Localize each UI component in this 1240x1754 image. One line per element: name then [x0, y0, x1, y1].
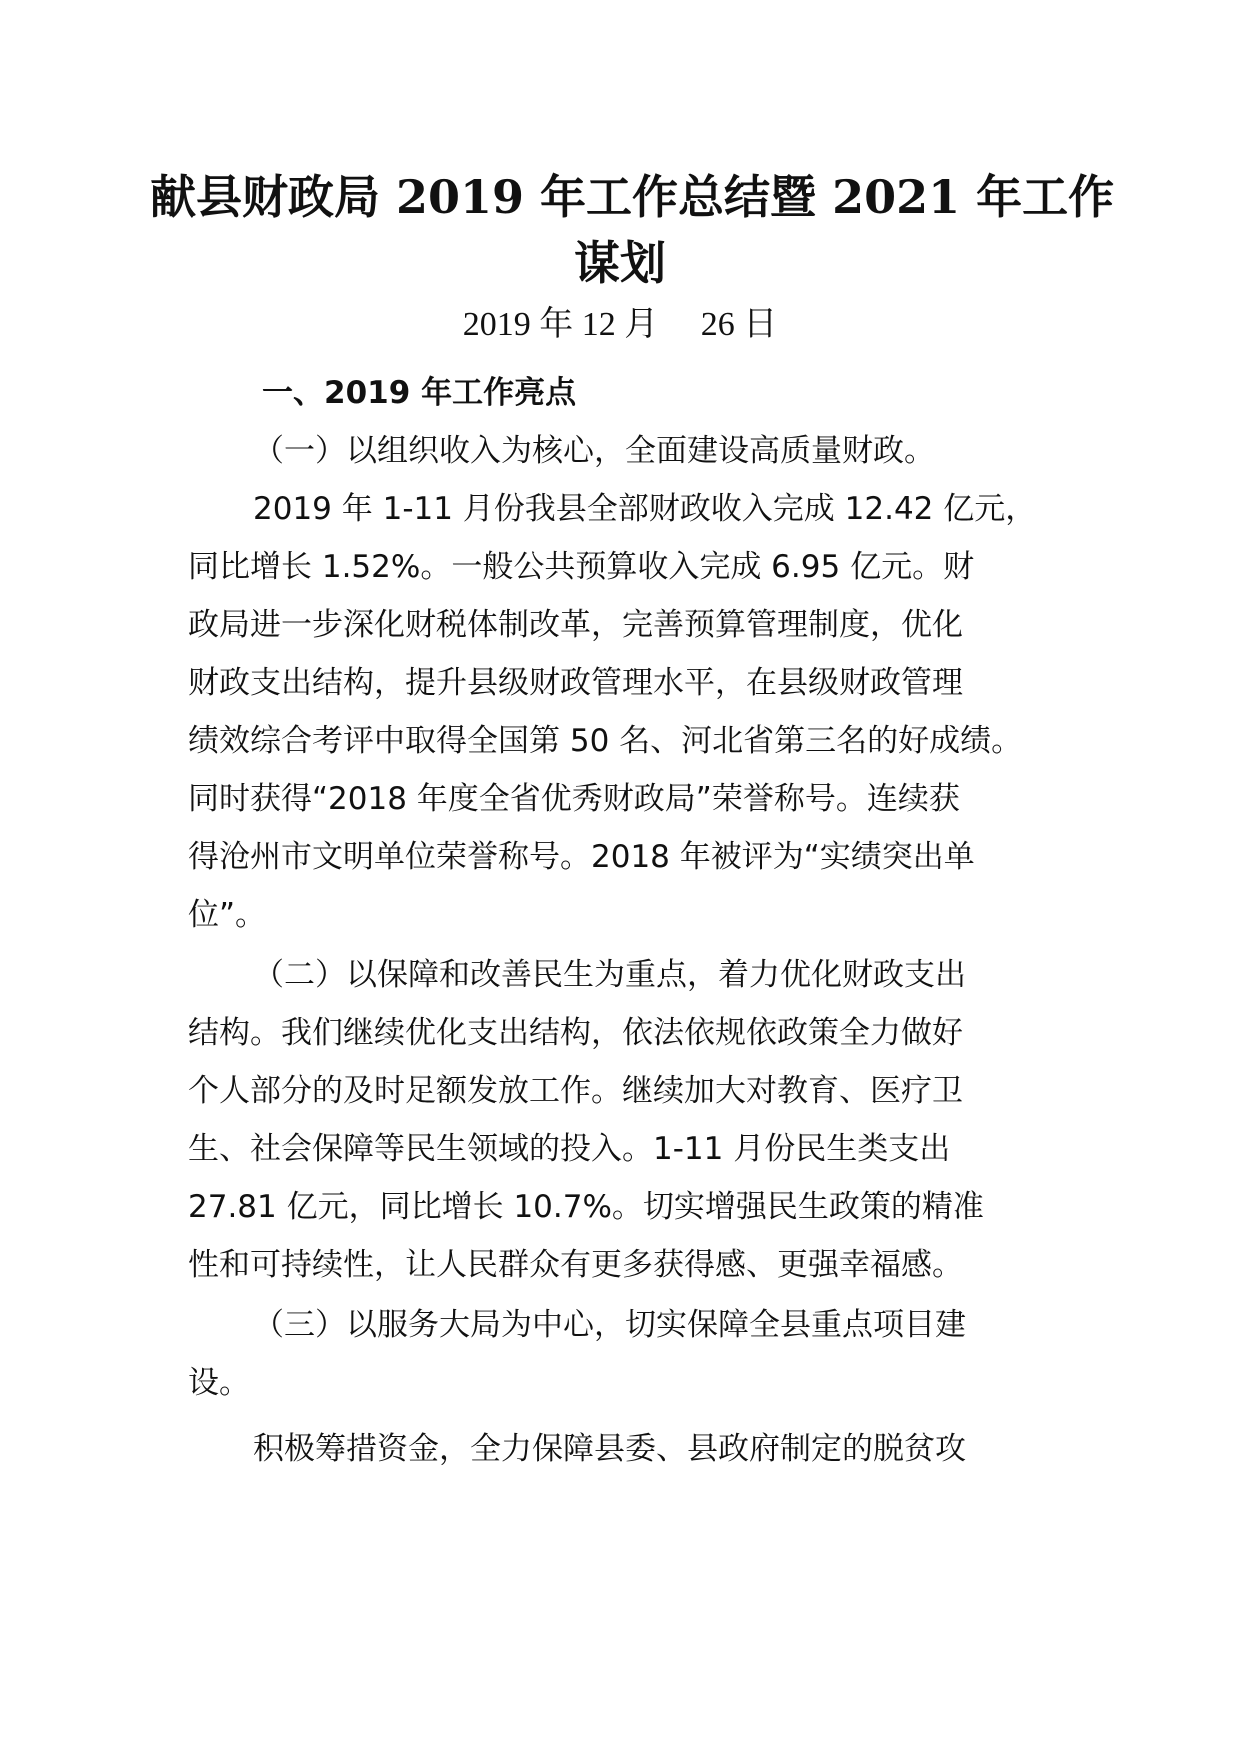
subsection-heading-2: （二）以保障和改善民生为重点，着力优化财政支出 [253, 957, 966, 993]
paragraph-line: 27.81 亿元，同比增长 10.7%。切实增强民生政策的精准 [188, 1189, 984, 1225]
paragraph-line: 得沧州市文明单位荣誉称号。2018 年被评为“实绩突出单 [188, 839, 975, 875]
paragraph-line: 设。 [188, 1365, 250, 1401]
paragraph-line: 同时获得“2018 年度全省优秀财政局”荣誉称号。连续获 [188, 781, 960, 817]
paragraph-line: 同比增长 1.52%。一般公共预算收入完成 6.95 亿元。财 [188, 549, 975, 585]
paragraph-line: 财政支出结构，提升县级财政管理水平，在县级财政管理 [188, 665, 963, 701]
document-title-line-1: 献县财政局 2019 年工作总结暨 2021 年工作 [150, 170, 1115, 224]
paragraph-line: 积极筹措资金，全力保障县委、县政府制定的脱贫攻 [253, 1431, 966, 1467]
paragraph-line: 生、社会保障等民生领域的投入。1-11 月份民生类支出 [188, 1131, 951, 1167]
document-date: 2019 年 12 月 26 日 [462, 306, 778, 343]
paragraph-line: 性和可持续性，让人民群众有更多获得感、更强幸福感。 [188, 1247, 963, 1283]
paragraph-line: 位”。 [188, 897, 267, 933]
paragraph-line: 2019 年 1-11 月份我县全部财政收入完成 12.42 亿元， [253, 491, 1037, 527]
paragraph-line: 个人部分的及时足额发放工作。继续加大对教育、医疗卫 [188, 1073, 963, 1109]
section-heading-1: 一、2019 年工作亮点 [262, 375, 577, 411]
paragraph-line: 政局进一步深化财税体制改革，完善预算管理制度，优化 [188, 607, 963, 643]
subsection-heading-1: （一）以组织收入为核心，全面建设高质量财政。 [253, 433, 935, 469]
document-title-line-2: 谋划 [574, 236, 666, 290]
subsection-heading-3: （三）以服务大局为中心，切实保障全县重点项目建 [253, 1307, 966, 1343]
paragraph-line: 绩效综合考评中取得全国第 50 名、河北省第三名的好成绩。 [188, 723, 1023, 759]
paragraph-line: 结构。我们继续优化支出结构，依法依规依政策全力做好 [188, 1015, 963, 1051]
